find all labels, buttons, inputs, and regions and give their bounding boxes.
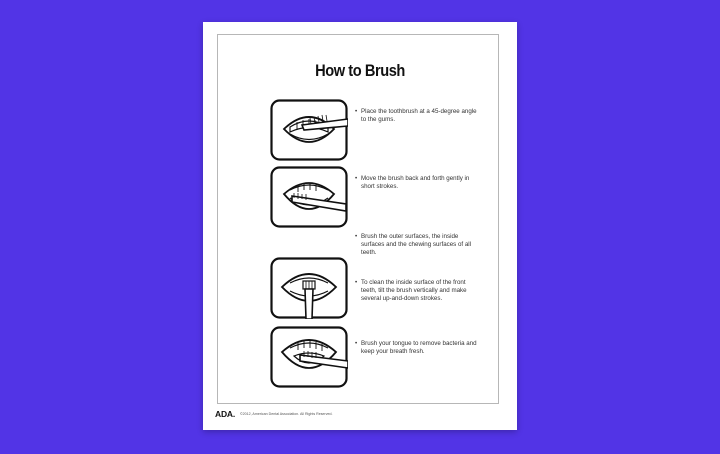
page-title: How to Brush — [315, 61, 405, 80]
page-footer — [215, 408, 333, 420]
step-1-text: • Place the toothbrush at a 45-degree angle to the gums. — [355, 108, 477, 124]
ada-logo: ADA. — [215, 409, 235, 419]
step-2-text: • Move the brush back and forth gently in short strokes. — [355, 175, 470, 191]
toothbrush-tongue-icon — [270, 326, 348, 388]
toothbrush-vertical-icon — [270, 257, 348, 319]
step-2 — [270, 166, 500, 228]
handout-page — [203, 22, 517, 430]
step-5-text: • Brush your tongue to remove bacteria and keep your breath fresh. — [355, 340, 477, 356]
step-1 — [270, 99, 500, 161]
toothbrush-45-degree-icon — [270, 99, 348, 161]
step-4-text: • To clean the inside surface of the front teeth, tilt the brush vertically and make several up-and-down strokes. — [355, 279, 467, 303]
step-4 — [270, 257, 500, 319]
copyright-notice: ©2012, American Dental Association. All Rights Reserved. — [239, 412, 333, 416]
step-5 — [270, 326, 500, 388]
toothbrush-back-forth-icon — [270, 166, 348, 228]
step-3-text: • Brush the outer surfaces, the inside surfaces and the chewing surfaces of all teeth. — [355, 233, 472, 257]
